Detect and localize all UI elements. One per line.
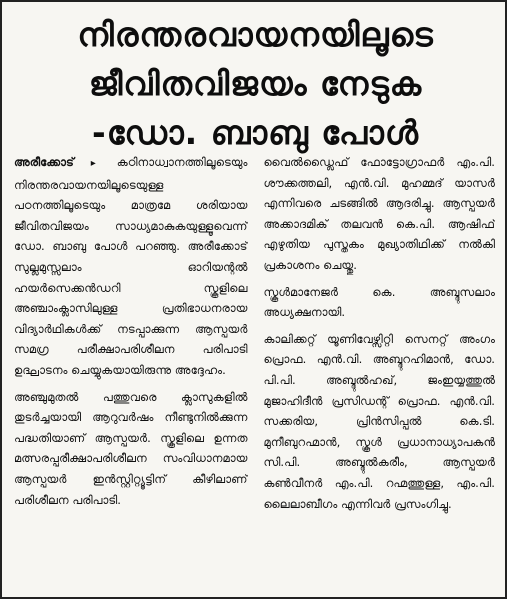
column-left [14,152,248,591]
headline-line-3: -ഡോ. ബാബു പോൾ [92,113,419,152]
headline-line-1: നിരന്തരവായനയിലൂടെ [77,15,434,54]
article-body [14,152,495,591]
headline [2,2,505,157]
headline-line-2: ജീവിതവിജയം നേടുക [88,64,423,103]
column-right [262,152,496,591]
dateline: അരീക്കോട് [14,155,74,169]
paragraph: സ്കൂൾമാനേജർ കെ. അബ്ദുസലാം അധ്യക്ഷനായി. [263,284,495,320]
paragraph: കാലിക്കറ്റ് യൂണിവേഴ്സിറ്റി സെനറ്റ് അംഗം പ്രൊഫ. എൻ.വി. അബ്ദുറഹിമാൻ, ഡോ. പി.പി. അബ്ദുൽഹഖ്, ജംഇയ്യത്തുൽ മുജാഹിദീൻ പ്രസിഡന്റ് പ്രൊഫ. എൻ.വി. സക്കരിയ, പ്രിൻസിപ്പൽ കെ.ടി. മുനീബുറഹ്മാൻ, സ്കൂൾ പ്രധാനാധ്യാപകൻ സി.പി. അബ്ദുൽകരീം, ആസ്പയർ കൺവീനർ എം.പി. റഹ്മത്തുള്ള, എം.പി. ലൈലാബീഗം എന്നിവർ പ്രസംഗിച്ചു. [263,331,495,511]
dateline-marker-icon: ▸ [90,158,96,169]
paragraph: അഞ്ചുമുതൽ പത്തുവരെ ക്ലാസുകളിൽ തുടർച്ചയായി ആറുവർഷം നീണ്ടുനിൽക്കുന്ന പദ്ധതിയാണ് ആസ്പയർ. സ്കൂളിലെ ഉന്നത മത്സരപ്പരീക്ഷാപരിശീലന സംവിധാനമായ ആസ്പയർ ഇൻസ്റ്റിറ്റ്യൂട്ടിന് കീഴിലാണ് പരിശീലന പരിപാടി. [14,389,248,507]
paragraph: വൈൽഡ്ലൈഫ് ഫോട്ടോഗ്രാഫർ എം.പി. ശൗക്കത്തലി, എൻ.വി. മുഹമ്മദ് യാസർ എന്നിവരെ ചടങ്ങിൽ ആദരിച്ചു. ആസ്പയർ അക്കാദമിക് തലവൻ കെ.പി. ആഷിഫ് എഴുതിയ പുസ്തകം മുഖ്യാതിഥിക്ക് നൽകി പ്രകാശനം ചെയ്തു. [263,155,495,272]
paragraph [14,152,248,381]
paragraph-text: കഠിനാധ്വാനത്തിലൂടെയും നിരന്തരവായനയിലൂടെയുള്ള പഠനത്തിലൂടെയും മാത്രമേ ശരിയായ ജീവിതവിജയം സാധ്യമാകുകയുള്ളൂവെന്ന് ഡോ. ബാബു പോൾ പറഞ്ഞു. അരീക്കോട് സുല്ലമുസ്സലാം ഓറിയന്റൽ ഹയർസെക്കൻഡറി സ്കൂളിലെ അഞ്ചാംക്ലാസിലുള്ള പ്രതിഭാധനരായ വിദ്യാർഥികൾക്ക് നടപ്പാക്കുന്ന ആസ്പയർ സമഗ്ര പരീക്ഷാപരിശീലന പരിപാടി ഉദ്ഘാടനം ചെയ്യുകയായിരുന്നു അദ്ദേഹം. [14,155,248,377]
